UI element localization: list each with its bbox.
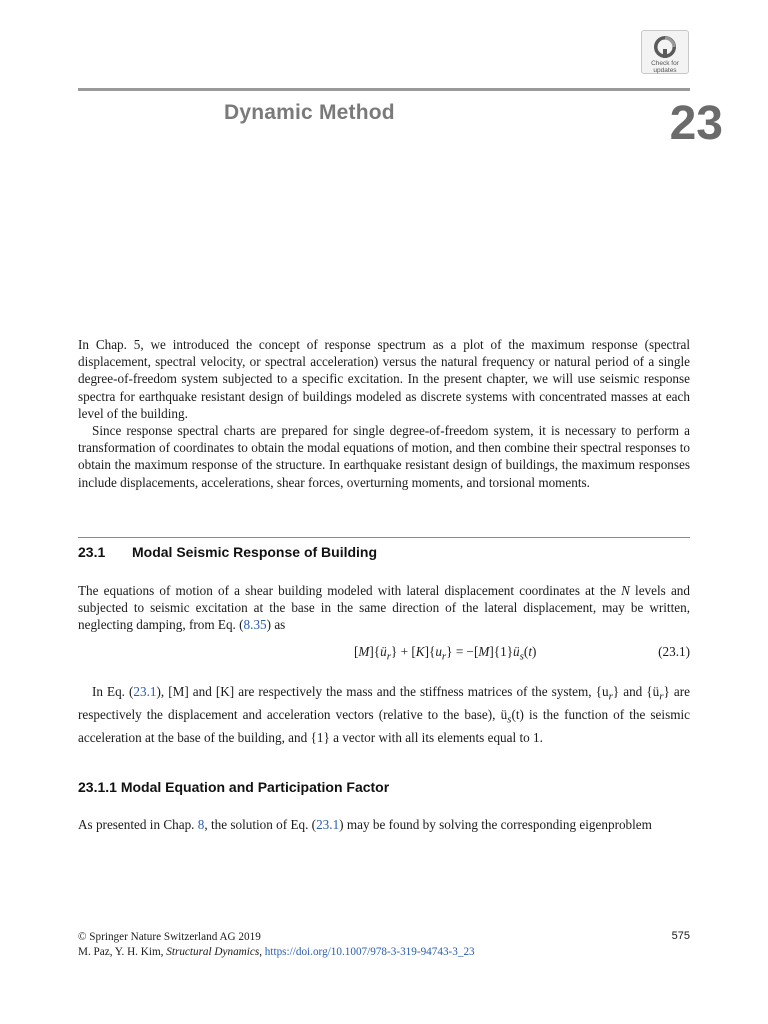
section-heading — [78, 544, 377, 560]
section-paragraph-1: The equations of motion of a shear building modeled with lateral displacement coordinates at the N levels and subjected to seismic excitation at the base in the same direction of the lateral displacement, may be written, neglecting damping, from Eq. (8.35) as — [78, 583, 690, 633]
eq-ref-8-35-link[interactable]: 8.35 — [243, 617, 267, 633]
equation-body: $[M]\{ü_r\} + [K]\{u_r\}$ = $-[M]\{1\}ü_s(t)$ — [354, 644, 537, 663]
intro-paragraph-2: Since response spectral charts are prepared for single degree-of-freedom system, it is necessary to perform a transformation of coordinates to obtain the modal equations of motion, and then combine their spectral responses to obtain the maximum response of the structure. In earthquake resistant design of buildings, the maximum responses include displacements, accelerations, shear forces, overturning moments, and torsional moments. — [78, 423, 690, 490]
doi-link[interactable]: https://doi.org/10.1007/978-3-319-94743-3_23 — [264, 946, 475, 958]
subsection-title: Modal Equation and Participation Factor — [120, 779, 390, 795]
book-title: Structural Dynamics — [166, 946, 260, 958]
equation-23-1 — [78, 644, 690, 664]
chapter-top-rule — [78, 88, 690, 91]
section-number: 23.1 — [78, 544, 106, 560]
footer-copyright: © Springer Nature Switzerland AG 2019 — [78, 931, 261, 943]
eq-ref-23-1-link-2[interactable]: 23.1 — [316, 817, 340, 832]
chapter-title: Dynamic Method — [224, 101, 395, 124]
equation-number: (23.1) — [658, 644, 690, 659]
crossmark-icon — [653, 35, 677, 59]
section-title: Modal Seismic Response of Building — [132, 544, 378, 560]
section-paragraph-2: In Eq. (23.1), [M] and [K] are respectively the mass and the stiffness matrices of the system, $\{u_r\}$ and $\{ü_r\}$ are respectively the displacement and acceleration vectors (relative to the base), $ü_s(t)$ is the function of the seismic acceleration at the base of the building, and {1} a vector with all its elements equal to 1. — [78, 684, 691, 745]
footer-citation: M. Paz, Y. H. Kim, Structural Dynamics, https://doi.org/10.1007/978-3-319-94743-3_23 — [78, 946, 475, 958]
chap-ref-8-link[interactable]: 8 — [197, 817, 205, 832]
intro-paragraph-1: In Chap. 5, we introduced the concept of response spectrum as a plot of the maximum response (spectral displacement, spectral velocity, or spectral acceleration) versus the natural frequency or natural period of a single degree-of-freedom system subjected to a specific excitation. In the present chapter, we will use seismic response spectra for earthquake resistant design of buildings modeled as discrete systems with concentrated masses at each level of the building. — [78, 337, 690, 421]
page-number: 575 — [671, 930, 690, 942]
subsection-number: 23.1.1 — [78, 779, 117, 795]
badge-text: Check for updates — [651, 60, 679, 74]
section-rule — [78, 537, 690, 538]
subsection-paragraph-1: As presented in Chap. 8, the solution of Eq. (23.1) may be found by solving the corresponding eigenproblem — [78, 817, 652, 832]
subsection-heading — [78, 779, 389, 795]
check-for-updates-badge[interactable] — [641, 30, 689, 74]
chapter-number: 23 — [669, 97, 723, 150]
eq-ref-23-1-link[interactable]: 23.1 — [133, 684, 157, 699]
